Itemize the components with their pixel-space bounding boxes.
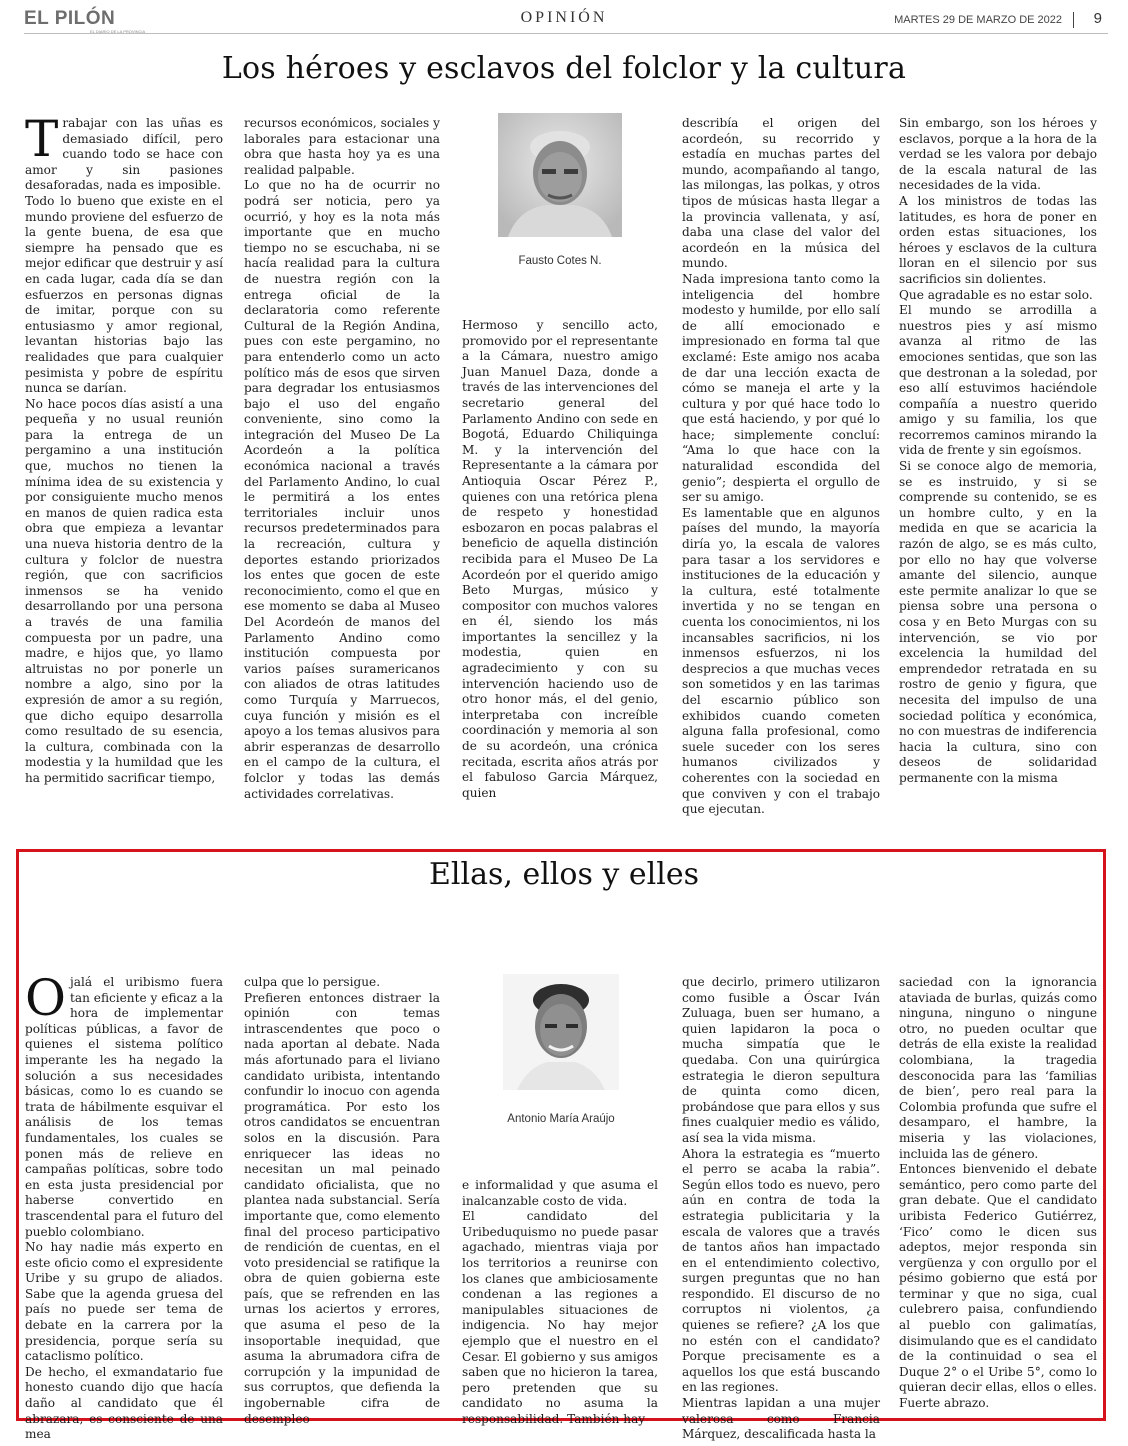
- page-header: [24, 10, 1108, 34]
- drop-cap: O: [25, 969, 66, 1027]
- author-portrait-icon: [498, 113, 622, 237]
- paragraph: Mientras lapidan a una mujer valerosa como Francia Márquez, descalificada hasta la: [682, 1396, 880, 1442]
- article-headline: Ellas, ellos y elles: [429, 857, 699, 892]
- paragraph: De hecho, el exmandatario fue honesto cuando dijo que hacía daño al candidato que él abrazara, es consciente de una mea: [25, 1364, 223, 1442]
- article-column-4: [682, 116, 880, 817]
- author-photo: [503, 974, 619, 1090]
- paragraph: No hace pocos días asistí a una pequeña y no usual reunión para la entrega de un pergamino a una institución que, muchos no tienen la mínima idea de su existencia y por consiguiente mucho menos en manos de quien radica esta obra que empieza a levantar una nueva historia dentro de la cultura y folclor de nuestra región, que con sacrificios inmensos se ha venido desarrollando por una persona a través de una familia compuesta por un padre, una madre, e hijos que, yo llamo altruistas no por ponerle un nombre a algo, sino por la expresión de amor a su región, que dicho equipo desarrolla como resultado de su esencia, la cultura, combinada con la modestia y la humildad que les ha permitido sacrificar tiempo,: [25, 396, 223, 785]
- paragraph: que decirlo, primero utilizaron como fusible a Óscar Iván Zuluaga, buen ser humano, a quien lapidaron la poca o mucha simpatía que le quedaba. Con una quirúrgica estrategia le dieron sepultura de quinta como dicen, probándose que para ellos y sus fines cualquier medio es válido, así sea la vida misma.: [682, 975, 880, 1145]
- newspaper-logo: EL PILÓN: [24, 8, 116, 29]
- author-portrait-icon: [503, 974, 619, 1090]
- paragraph: Lo que no ha de ocurrir no podrá ser noticia, pero ya ocurrió, y hoy es la nota más importante que en mucho tiempo no se escuchaba, ni se hacía realidad para la cultura de nuestra región con la entrega oficial de la declaratoria como referente Cultural de la Región Andina, pues con este pergamino, no para entenderlo como un acto político más de esos que sirven para degradar los entusiasmos bajo el uso del engaño conveniente, sino como la integración del Museo De La Acordeón a la política económica nacional a través del Parlamento Andino, lo cual le permitirá a los entes territoriales incluir unos recursos predeterminados para la recreación, cultura y deportes estando priorizados los entes que gocen de este reconocimiento, como el que en ese momento se daba al Museo Del Acordeón de manos del Parlamento Andino como institución compuesta por varios países suramericanos con aliados de otras latitudes como Turquía y Marruecos, cuya función y misión es el apoyo a los temas alusivos para abrir esperanzas de desarrollo en el campo de la cultura, el folclor y todas las demás actividades correlativas.: [244, 178, 440, 801]
- page-number: 9: [1093, 10, 1102, 27]
- paragraph: culpa que lo persigue.: [244, 975, 381, 989]
- paragraph: jalá el uribismo fuera tan eficiente y eficaz a la hora de implementar políticas públicas, a favor de quienes el sistema político imperante les ha negado la solución a sus necesidades básicas, como lo es cuando se trata de hábilmente esquivar el análisis de los temas fundamentales, los cuales se ponen más de relieve en campañas políticas, sobre todo en esta justa presidencial por haberse convertido en trascendental para el futuro del pueblo colombiano.: [25, 975, 223, 1239]
- article-column-5: [899, 975, 1097, 1415]
- paragraph: saciedad con la ignorancia ataviada de burlas, quizás como ninguna, ninguno o ningune otro, no pueden ocultar que detrás de ella existe la realidad colombiana, la tragedia desconocida para las ‘familias de bien’, pero real para la Colombia profunda que sufre el desamparo, el hambre, la miseria y las violaciones, incluida las de género.: [899, 975, 1097, 1161]
- article-column-1: [25, 110, 223, 785]
- paragraph: Hermoso y sencillo acto, promovido por el representante a la Cámara, nuestro amigo Juan Manuel Daza, donde a través de las intervenciones del secretario general del Parlamento Andino con sede en Bogotá, Eduardo Chiliquinga M. y la intervención del Representante a la cámara por Antioquia Oscar Pérez P., quienes con una retórica plena de respeto y honestidad esbozaron en pocas palabras el beneficio de aquella distinción recibida para el Museo De La Acordeón por el querido amigo Beto Murgas, músico y compositor con muchos valores en él, siendo los más importantes la sencillez y la modestia, quien en agradecimiento y con su intervención haciendo uso de otro honor más, el del genio, interpretaba con increíble coordinación y memoria al son de su acordeón, una crónica recitada, escrita años atrás por el fabuloso Garcia Márquez, quien: [462, 318, 658, 800]
- issue-date: MARTES 29 DE MARZO DE 2022: [894, 14, 1062, 26]
- header-divider: [1073, 12, 1074, 28]
- author-name: Antonio María Araújo: [507, 1113, 615, 1125]
- article-column-2: [244, 116, 440, 801]
- section-title: OPINIÓN: [520, 9, 608, 26]
- drop-cap: T: [25, 110, 59, 168]
- article-column-5: [899, 116, 1097, 785]
- paragraph: El mundo se arrodilla a nuestros pies y así mismo avanza al ritmo de las emociones sentidas, que son las que destronan a la soledad, por eso allí estuvimos haciéndole compañía a nuestro querido amigo y su familia, los que recorremos caminos mirando la vida de frente y sin egoísmos.: [899, 303, 1097, 458]
- article-headline: Los héroes y esclavos del folclor y la cultura: [221, 51, 907, 86]
- article-column-4: [682, 975, 880, 1442]
- article-column-2: [244, 975, 440, 1426]
- paragraph: Entonces bienvenido el debate semántico, pero como parte del gran debate. Que el candidato uribista Federico Gutiérrez, ‘Fico’ como le dicen sus adeptos, mejor responda sin vergüenza y con orgullo por el pésimo gobierno que está por terminar y que no siga, cual culebrero paisa, confundiendo al pueblo con galimatías, disimulando que es el candidato de la continuidad o sea el Duque 2° o el Uribe 5°, como lo quieran decir ellas, ellos o elles. Fuerte abrazo.: [899, 1162, 1097, 1411]
- author-name: Fausto Cotes N.: [518, 255, 602, 267]
- paragraph: Es lamentable que en algunos países del mundo, la mayoría diría yo, la escala de valores para tasar a los servidores e instituciones de la educación y la cultura, esté totalmente invertida y no se tengan en cuenta los conocimientos, ni los incansables sacrificios, ni los inmensos esfuerzos, ni los desprecios a que muchas veces son sometidos y en las tarimas del escarnio público son exhibidos cuando cometen alguna falla profesional, como suele suceder con los seres humanos civilizados y coherentes con la sociedad en que conviven y con el trabajo que ejecutan.: [682, 505, 880, 817]
- paragraph: A los ministros de todas las latitudes, es hora de poner en orden estas situaciones, los héroes y esclavos de la cultura lloran en el silencio por sus sacrificios sin dolientes.: [899, 193, 1097, 286]
- paragraph: rabajar con las uñas es demasiado difícil, pero cuando todo se hace con amor y sin pasiones desaforadas, nada es imposible.: [25, 116, 223, 193]
- paragraph: Sin embargo, son los héroes y esclavos, porque a la hora de la verdad se les valora por debajo de la escala natural de las necesidades de la vida.: [899, 116, 1097, 193]
- paragraph: Si se conoce algo de memoria, se es instruido, y si se comprende su contenido, se es un hombre culto, y en la medida en que se acaricia la razón de algo, se es más culto, por ello no hay que volverse amante del silencio, aunque este permite analizar lo que se piensa sobre una persona o cosa y en Beto Murgas con su intervención, se vio por excelencia la humildad del emprendedor retratada en su rostro de genio y figura, que necesita del impulso de una sociedad política y económica, no con muestras de indiferencia hacia la cultura, sino con deseos de solidaridad permanente con la misma: [899, 459, 1097, 785]
- paragraph: Todo lo bueno que existe en el mundo proviene del esfuerzo de la gente buena, de esa que siempre ha pensado que es mejor edificar que destruir y así en cada lugar, cada día se dan esfuerzos en personas dignas de imitar, porque con su entusiasmo y amor regional, levantan historias bajo las realidades que para cualquier pesimista y pobre de espíritu nunca se darían.: [25, 193, 223, 396]
- paragraph: Que agradable es no estar solo.: [899, 287, 1093, 302]
- paragraph: recursos económicos, sociales y laborales para estacionar una obra que hasta hoy ya es una realidad palpable.: [244, 116, 440, 177]
- paragraph: Ahora la estrategia es “muerto el perro se acaba la rabia”. Según ellos todo es nuevo, pero aún en contra de toda la estrategia publicitaria y la escala de valores que a través de tantos años han impactado en el entendimiento colectivo, surgen preguntas que no han respondido. El discurso de no corruptos ni violentos, ¿a quienes se refiere? ¿A los que no estén con el candidato? Porque precisamente es a aquellos los que está buscando en las regiones.: [682, 1146, 880, 1395]
- logo-tagline: EL DIARIO DE LA PROVINCIA: [90, 29, 146, 34]
- paragraph: e informalidad y que asuma el inalcanzable costo de vida.: [462, 1178, 658, 1208]
- paragraph: describía el origen del acordeón, su recorrido y estadía en muchas partes del mundo, acompañando al tango, las milongas, las polkas, y otros tipos de músicas hasta llegar a la provincia vallenata, y así, daba una clase del valor del acordeón en la música del mundo.: [682, 116, 880, 271]
- article-column-1: [25, 969, 223, 1442]
- article-column-3: [462, 1178, 658, 1426]
- paragraph: El candidato del Uribeduquismo no puede pasar agachado, mientras viaja por los territorios a reunirse con los clanes que ambiciosamente condenan a las regiones a manipulables situaciones de indigencia. No hay mejor ejemplo que el nuestro en el Cesar. El gobierno y sus amigos saben que no hicieron la tarea, pero pretenden que su candidato no asuma la responsabilidad. También hay: [462, 1209, 658, 1426]
- paragraph: Prefieren entonces distraer la opinión con temas intrascendentes que poco o nada aportan al debate. Nada más afortunado para el liviano candidato uribista, intentando confundir lo inocuo con agenda programática. Por esto los otros candidatos se encuentran solos en la discusión. Para enriquecer las ideas no necesitan un mal peinado candidato oficialista, que no plantea nada substancial. Sería importante que, como elemento final del proceso participativo de rendición de cuentas, en el voto presidencial se ratifique la obra de quien gobierna este país, que se refrenden en las urnas los aciertos y errores, que asuma el peso de la insoportable inequidad, que asuma la abrumadora cifra de corrupción y la impunidad de sus corruptos, que defienda la ingobernable cifra de desempleo: [244, 990, 440, 1426]
- article-column-3: [462, 318, 658, 800]
- author-photo: [498, 113, 622, 237]
- paragraph: No hay nadie más experto en este oficio como el expresidente Uribe y su grupo de aliados. Sabe que la agenda gruesa del país no puede ser tema de debate en la carrera por la presidencia, porque sería su cataclismo político.: [25, 1240, 223, 1364]
- paragraph: Nada impresiona tanto como la inteligencia del hombre modesto y humilde, por ello salí de allí emocionado e impresionado en forma tal que exclamé: Este amigo nos acaba de dar una lección exacta de cómo se maneja el arte y la cultura y por qué hace todo lo que está haciendo, y por qué lo hace; simplemente concluí: “Ama lo que hace con la naturalidad escondida del genio”; despierta el orgullo de ser su amigo.: [682, 271, 880, 505]
